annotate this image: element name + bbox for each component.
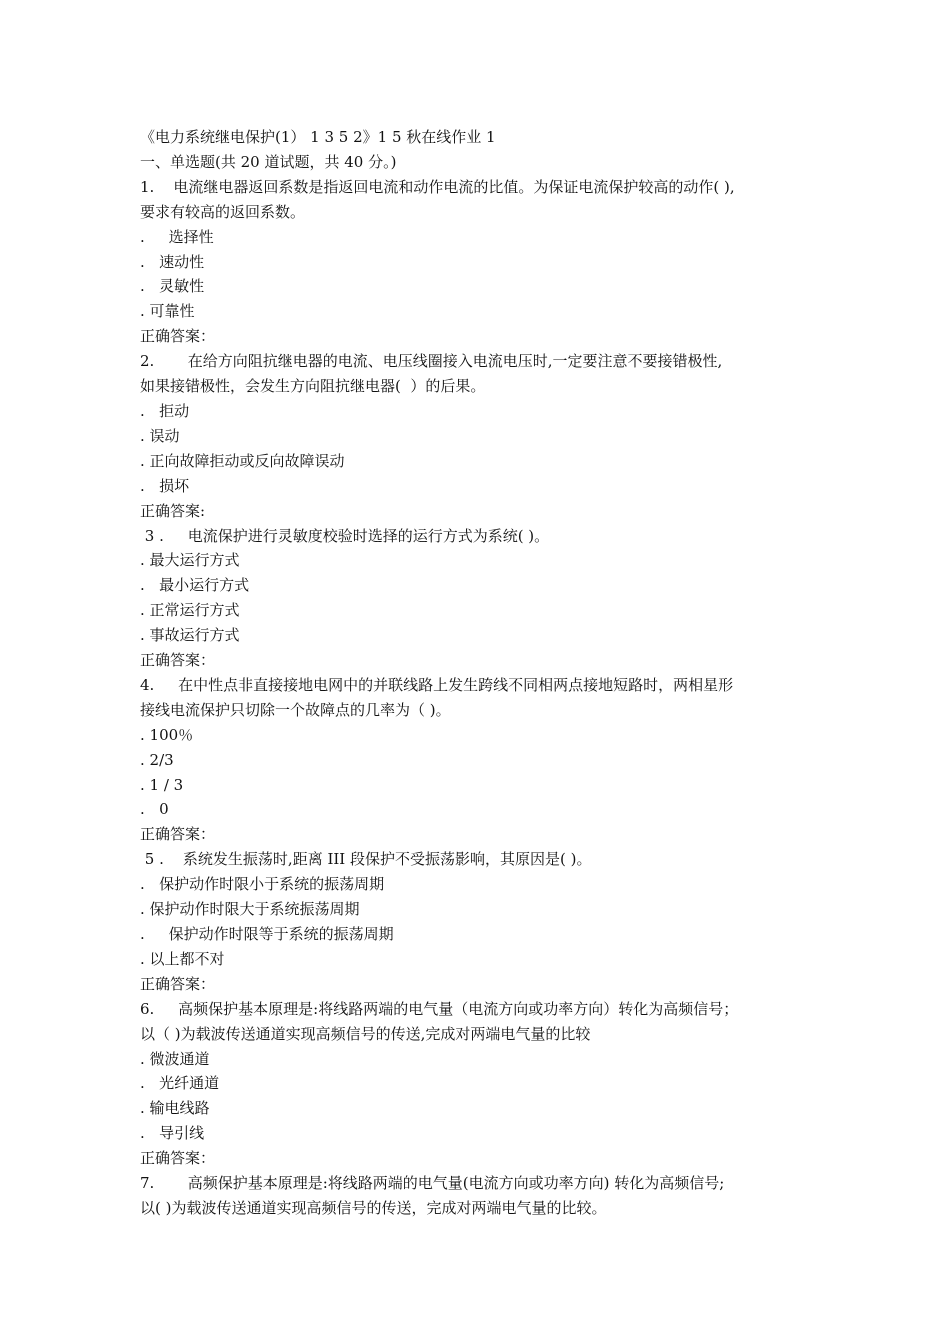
document-body	[140, 125, 820, 1221]
option-a: . 微波通道	[140, 1049, 210, 1068]
question-text: 要求有较高的返回系数。	[140, 202, 306, 221]
option-a: . 100％	[140, 725, 194, 744]
option-d: . 导引线	[140, 1124, 205, 1143]
answer-label: 正确答案:	[140, 501, 206, 520]
option-c: . 保护动作时限等于系统的振荡周期	[140, 925, 394, 943]
question-2	[140, 349, 820, 523]
question-text: 以（ )为载波传送通道实现高频信号的传送,完成对两端电气量的比较	[140, 1024, 591, 1043]
question-3	[140, 524, 820, 673]
document-title: 《电力系统继电保护(1） 1 3 5 2》1 5 秋在线作业 1	[140, 128, 496, 146]
question-text: 4. 在中性点非直接接地电网中的并联线路上发生跨线不同相两点接地短路时，两相星形	[140, 675, 734, 694]
answer-label: 正确答案：	[140, 1149, 216, 1168]
question-text: 1. 电流继电器返回系数是指返回电流和动作电流的比值。为保证电流保护较高的动作( ),	[140, 177, 735, 196]
question-4	[140, 673, 820, 847]
option-c: . 输电线路	[140, 1099, 210, 1118]
question-text: 如果接错极性，会发生方向阻抗继电器( ）的后果。	[140, 377, 486, 396]
option-a: . 拒动	[140, 401, 190, 420]
option-d: . 0	[140, 800, 169, 819]
question-7	[140, 1171, 820, 1221]
option-d: . 事故运行方式	[140, 626, 240, 645]
section-heading: 一、单选题(共 20 道试题，共 40 分。)	[140, 152, 397, 171]
option-d: . 可靠性	[140, 302, 195, 321]
option-b: . 最小运行方式	[140, 576, 250, 595]
question-text: 3 . 电流保护进行灵敏度校验时选择的运行方式为系统( )。	[140, 526, 550, 545]
question-1	[140, 175, 820, 349]
option-b: . 光纤通道	[140, 1074, 220, 1093]
question-5	[140, 847, 820, 996]
option-c: . 正常运行方式	[140, 601, 240, 620]
question-text: 接线电流保护只切除一个故障点的几率为（ )。	[140, 700, 451, 719]
question-text: 5 . 系统发生振荡时,距离 III 段保护不受振荡影响，其原因是( )。	[140, 850, 592, 869]
question-text: 6. 高频保护基本原理是:将线路两端的电气量（电流方向或功率方向）转化为高频信号；	[140, 999, 739, 1018]
option-d: . 以上都不对	[140, 949, 225, 968]
option-a: . 选择性	[140, 227, 214, 246]
option-c: . 灵敏性	[140, 277, 205, 296]
option-c: . 1 / 3	[140, 775, 184, 794]
question-6	[140, 997, 820, 1171]
option-d: . 损坏	[140, 476, 190, 495]
question-text: 以( )为载波传送通道实现高频信号的传送，完成对两端电气量的比较。	[140, 1198, 607, 1217]
question-text: 7. 高频保护基本原理是:将线路两端的电气量(电流方向或功率方向) 转化为高频信号;	[140, 1174, 725, 1193]
option-a: . 保护动作时限小于系统的振荡周期	[140, 875, 385, 894]
answer-label: 正确答案：	[140, 974, 216, 993]
option-b: . 速动性	[140, 252, 205, 271]
option-a: . 最大运行方式	[140, 551, 240, 570]
answer-label: 正确答案：	[140, 327, 216, 346]
option-b: . 保护动作时限大于系统振荡周期	[140, 900, 360, 919]
question-text: 2. 在给方向阻抗继电器的电流、电压线圈接入电流电压时,一定要注意不要接错极性,	[140, 352, 723, 371]
answer-label: 正确答案：	[140, 651, 216, 670]
option-b: . 2/3	[140, 750, 174, 769]
answer-label: 正确答案：	[140, 825, 216, 844]
option-b: . 误动	[140, 426, 180, 445]
option-c: . 正向故障拒动或反向故障误动	[140, 451, 345, 470]
